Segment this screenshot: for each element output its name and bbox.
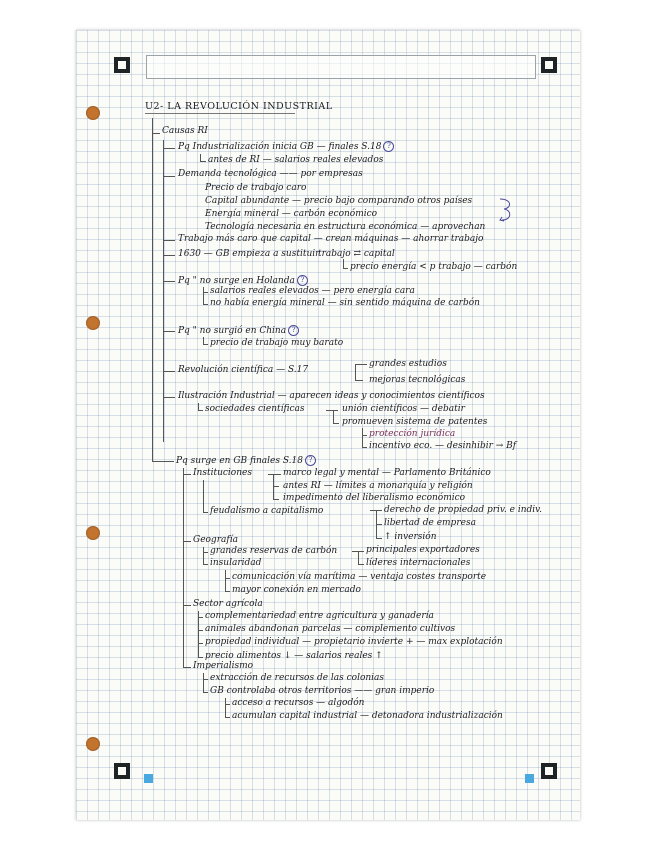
tree-branch — [326, 410, 338, 411]
tree-branch — [163, 148, 175, 149]
tree-branch — [225, 591, 230, 592]
curved-arrow-icon — [498, 196, 516, 224]
gb-controlaba-text: GB controlaba otros territorios —— gran imperio — [210, 686, 435, 696]
ilustracion-text: Ilustración Industrial — aparecen ideas y conocimientos científicos — [178, 391, 485, 401]
union-cientificos-text: unión científicos — debatir — [342, 404, 465, 414]
tree-branch — [198, 617, 203, 618]
energia-mineral-text: Energía mineral — carbón económico — [205, 209, 378, 219]
question-icon: ? — [297, 275, 308, 286]
tree-branch — [376, 538, 382, 539]
scan-marker-icon — [541, 57, 557, 73]
mayor-conexion-text: mayor conexión en mercado — [232, 585, 361, 595]
precio-trabajo-text: Precio de trabajo caro — [205, 183, 307, 193]
pq-industrializacion-text — [178, 141, 394, 153]
incentivo-text: incentivo eco. — desinhibir → Bf — [369, 441, 517, 451]
tree-branch — [198, 410, 203, 411]
tree-branch — [352, 551, 364, 552]
animales-text: animales abandonan parcelas — complemento cultivos — [205, 624, 456, 634]
tree-branch — [370, 510, 382, 511]
tree-branch — [203, 287, 204, 305]
inversion-text: ↑ inversión — [384, 532, 437, 542]
tree-branch — [225, 717, 230, 718]
precio-alimentos-text: precio alimentos ↓ — salarios reales ↑ — [205, 651, 383, 661]
acceso-recursos-text: acceso a recursos — algodón — [232, 698, 365, 708]
geografia-text: Geografía — [193, 535, 238, 545]
tecnologia-text: Tecnología necesaria en estructura económica — aprovechan — [205, 222, 486, 232]
blue-marker-icon — [525, 774, 534, 783]
tree-branch — [225, 570, 226, 592]
gb-1630-text: 1630 — GB empieza a sustituir — [178, 249, 320, 259]
tree-branch — [358, 564, 364, 565]
china-text — [178, 325, 299, 337]
tree-branch — [203, 552, 208, 553]
tree-branch — [362, 447, 367, 448]
tree-branch — [198, 643, 203, 644]
proteccion-text: protección jurídica — [369, 429, 456, 439]
revolucion-cientifica-text: Revolución científica — S.17 — [178, 365, 309, 375]
holanda-label: Pq " no surge en Holanda — [178, 276, 295, 286]
question-icon: ? — [288, 325, 299, 336]
extraccion-text: extracción de recursos de las colonias — [210, 673, 385, 683]
tree-branch — [355, 380, 363, 381]
tree-branch — [163, 371, 175, 372]
causas-label: Causas RI — [162, 126, 208, 136]
header-box — [146, 55, 536, 79]
derecho-propiedad-text: derecho de propiedad priv. e indiv. — [384, 505, 543, 515]
pq-industrializacion-label: Pq Industrialización inicia GB — finales S.18 — [178, 142, 382, 152]
tree-branch — [225, 578, 230, 579]
binder-hole — [86, 316, 100, 330]
liberalismo-text: impedimento del liberalismo económico — [283, 493, 466, 503]
tree-branch — [203, 304, 208, 305]
tree-branch — [203, 692, 208, 693]
binder-hole — [86, 106, 100, 120]
tree-branch — [225, 704, 230, 705]
tree-branch — [203, 547, 204, 565]
tree-branch — [203, 344, 208, 345]
sociedades-text: sociedades científicas — [205, 404, 305, 414]
title-underline — [145, 113, 295, 114]
tree-branch — [362, 428, 363, 448]
tree-branch — [273, 499, 279, 500]
surge-gb-text — [176, 455, 316, 467]
tree-branch — [198, 611, 199, 658]
promueven-text: promueven sistema de patentes — [342, 417, 488, 427]
blue-marker-icon — [144, 774, 153, 783]
mejoras-tecnologicas-text: mejoras tecnológicas — [369, 375, 466, 385]
comunicacion-maritima-text: comunicación vía marítima — ventaja costes transporte — [232, 572, 487, 582]
china-label: Pq " no surgió en China — [178, 326, 287, 336]
tree-trunk — [152, 118, 153, 461]
marco-legal-text: marco legal y mental — Parlamento Británico — [283, 468, 491, 478]
demanda-text: Demanda tecnológica —— por empresas — [178, 169, 363, 179]
tree-branch — [203, 679, 208, 680]
question-icon: ? — [383, 141, 394, 152]
antes-ri-limites-text: antes RI — límites a monarquía y religión — [283, 481, 473, 491]
complementariedad-text: complementariedad entre agricultura y ganadería — [205, 611, 434, 621]
scan-marker-icon — [114, 763, 130, 779]
tree-branch — [203, 673, 204, 693]
tree-branch — [152, 133, 160, 134]
tree-branch — [273, 486, 279, 487]
tree-branch — [152, 461, 174, 462]
tree-branch — [163, 176, 175, 177]
tree-branch — [183, 541, 191, 542]
trabajo-caro-text: Trabajo más caro que capital — crean máquinas — ahorrar trabajo — [178, 234, 484, 244]
tree-branch — [203, 292, 208, 293]
tree-branch — [163, 397, 175, 398]
tree-branch — [200, 161, 206, 162]
grandes-reservas-text: grandes reservas de carbón — [210, 546, 338, 556]
imperialismo-text: Imperialismo — [193, 661, 254, 671]
sector-agricola-text: Sector agrícola — [193, 599, 263, 609]
trabajo-barato-text: precio de trabajo muy barato — [210, 338, 344, 348]
trabajo-capital-text: trabajo ⇄ capital — [318, 249, 395, 259]
grandes-estudios-text: grandes estudios — [369, 359, 447, 369]
precio-energia-text: precio energía < p trabajo — carbón — [350, 262, 518, 272]
tree-branch — [376, 524, 382, 525]
acumulan-text: acumulan capital industrial — detonadora industrialización — [232, 711, 503, 721]
tree-branch — [333, 410, 334, 424]
tree-branch — [163, 240, 175, 241]
scan-marker-icon — [114, 57, 130, 73]
tree-branch — [268, 474, 281, 475]
tree-branch — [203, 480, 204, 513]
binder-hole — [86, 737, 100, 751]
tree-branch — [358, 551, 359, 565]
tree-branch — [362, 435, 367, 436]
tree-branch — [198, 630, 203, 631]
tree-branch — [273, 474, 274, 500]
instituciones-text: Instituciones — [193, 468, 252, 478]
salarios-elevados-text: salarios reales elevados — pero energía cara — [210, 286, 415, 296]
tree-branch — [163, 281, 175, 282]
libertad-empresa-text: libertad de empresa — [384, 518, 476, 528]
tree-branch — [203, 512, 208, 513]
antes-ri-text: antes de RI — salarios reales elevados — [208, 155, 384, 165]
surge-gb-label: Pq surge en GB finales S.18 — [176, 456, 303, 466]
tree-branch — [198, 657, 203, 658]
tree-branch — [333, 423, 339, 424]
scan-marker-icon — [541, 763, 557, 779]
tree-branch — [163, 331, 175, 332]
tree-branch — [183, 667, 191, 668]
feudalismo-text: feudalismo a capitalismo — [210, 506, 324, 516]
tree-branch — [343, 268, 348, 269]
page-title: U2- LA REVOLUCIÓN INDUSTRIAL — [145, 101, 333, 112]
tree-branch — [203, 564, 208, 565]
tree-branch — [225, 698, 226, 718]
capital-abundante-text: Capital abundante — precio bajo comparando otros países — [205, 196, 473, 206]
tree-branch — [163, 255, 175, 256]
lideres-internacionales-text: líderes internacionales — [366, 558, 471, 568]
tree-branch — [183, 474, 191, 475]
principales-exportadores-text: principales exportadores — [366, 545, 480, 555]
binder-hole — [86, 526, 100, 540]
tree-branch — [183, 605, 191, 606]
propiedad-individual-text: propiedad individual — propietario invierte + — max explotación — [205, 637, 503, 647]
tree-branch — [355, 364, 367, 365]
no-habia-energia-text: no había energía mineral — sin sentido máquina de carbón — [210, 298, 480, 308]
question-icon: ? — [305, 455, 316, 466]
tree-branch — [355, 364, 356, 381]
insularidad-text: insularidad — [210, 558, 262, 568]
tree-trunk — [183, 468, 184, 668]
